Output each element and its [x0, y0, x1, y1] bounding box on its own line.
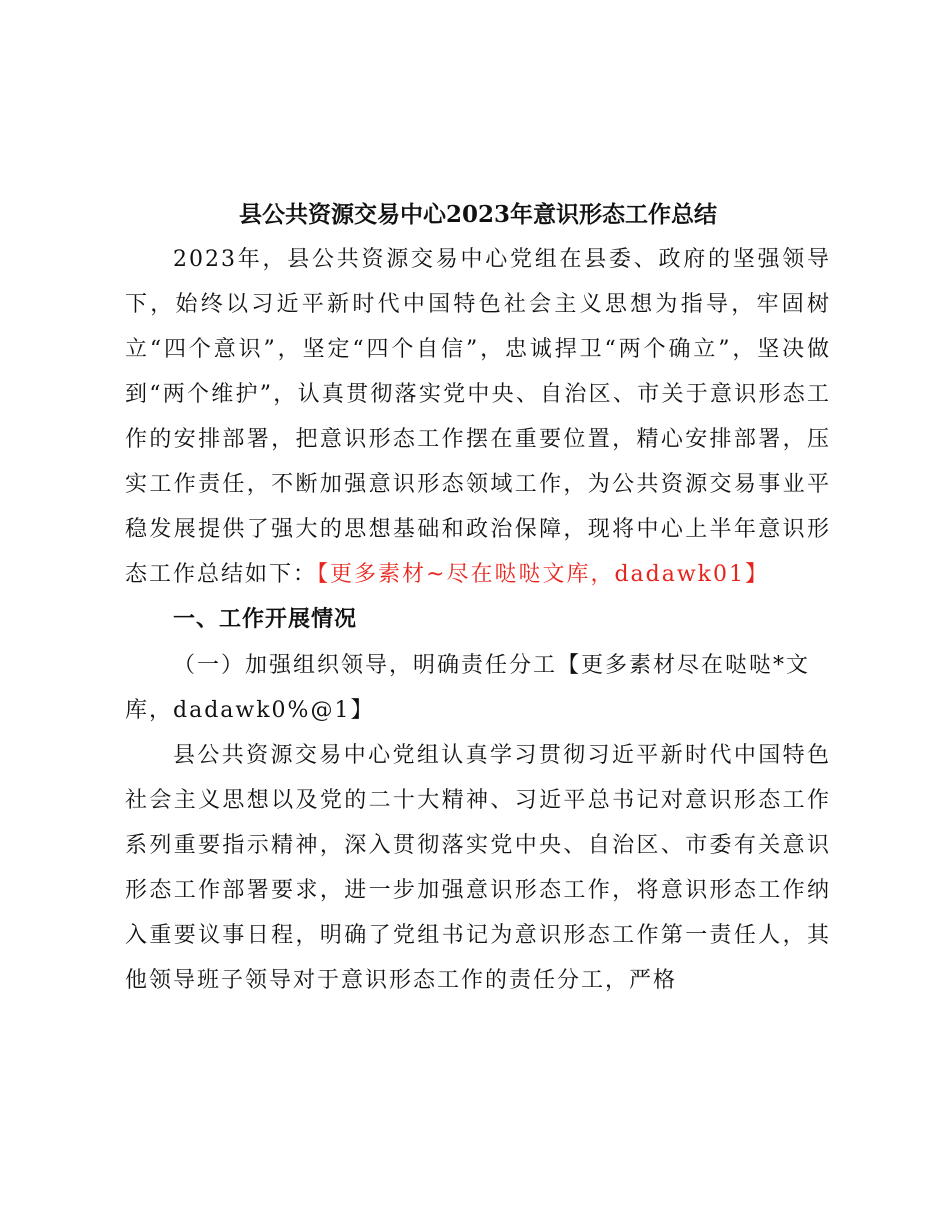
intro-paragraph [125, 237, 831, 597]
body-paragraph: 县公共资源交易中心党组认真学习贯彻习近平新时代中国特色社会主义思想以及党的二十大精神、习近平总书记对意识形态工作系列重要指示精神，深入贯彻落实党中央、自治区、市委有关意识形态工作部署要求，进一步加强意识形态工作，将意识形态工作纳入重要议事日程，明确了党组书记为意识形态工作第一责任人，其他领导班子领导对于意识形态工作的责任分工，严格 [125, 743, 831, 993]
intro-text: 2023年，县公共资源交易中心党组在县委、政府的坚强领导下，始终以习近平新时代中国特色社会主义思想为指导，牢固树立“四个意识”，坚定“四个自信”，忠诚捍卫“两个确立”，坚决做到“两个维护”，认真贯彻落实党中央、自治区、市关于意识形态工作的安排部署，把意识形态工作摆在重要位置，精心安排部署，压实工作责任，不断加强意识形态领域工作，为公共资源交易事业平稳发展提供了强大的思想基础和政治保障，现将中心上半年意识形态工作总结如下： [125, 247, 831, 587]
document-content [125, 193, 831, 1003]
intro-promo-note: 【更多素材~尽在哒哒文库，dadawk01】 [317, 562, 770, 587]
subsection-heading: （一）加强组织领导，明确责任分工【更多素材尽在哒哒*文库，dadawk0%@1】 [125, 653, 811, 723]
document-title: 县公共资源交易中心2023年意识形态工作总结 [238, 201, 717, 228]
section-heading: 一、工作开展情况 [173, 607, 358, 632]
